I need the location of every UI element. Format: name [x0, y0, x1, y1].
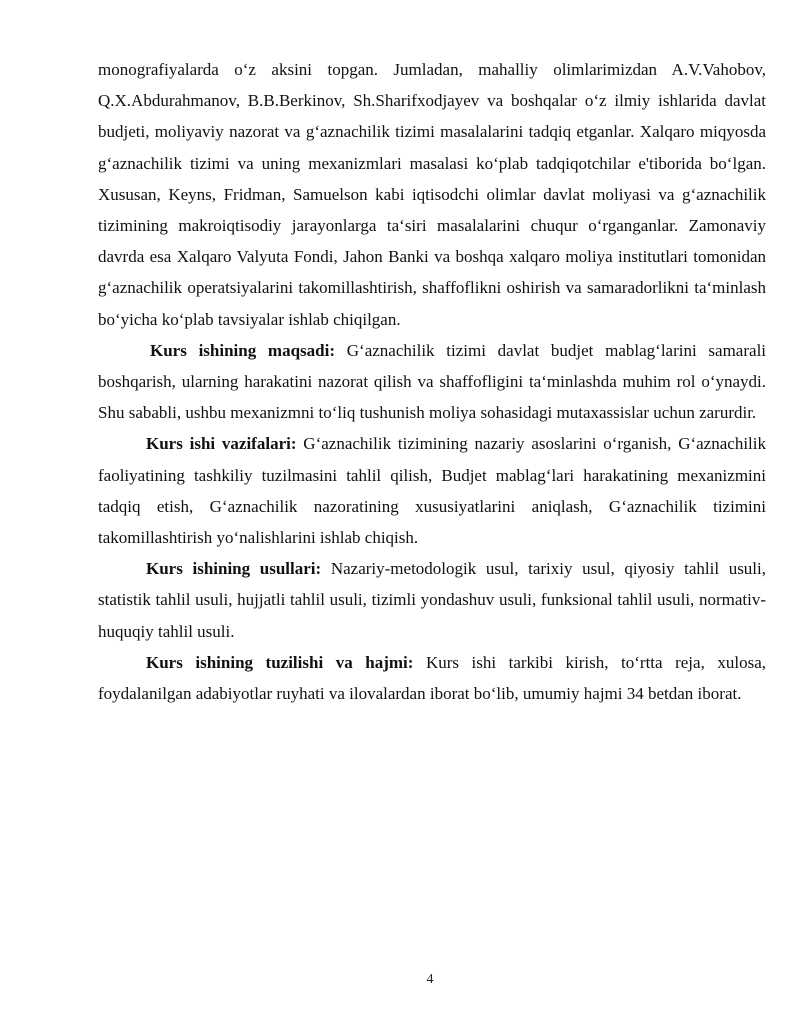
paragraph-text: Kurs ishi tarkibi kirish, to‘rtta reja, xulosa, foydalanilgan adabiyotlar ruyhati va ilovalardan iborat bo‘lib, umumiy hajmi 34 betdan iborat. [98, 652, 766, 704]
paragraph-heading: Kurs ishi vazifalari: [146, 434, 297, 454]
document-body [98, 54, 766, 709]
paragraph-heading: Kurs ishining usullari: [146, 559, 322, 579]
paragraph-course-tasks [98, 428, 766, 553]
paragraph-text: G‘aznachilik tizimining nazariy asoslarini o‘rganish, G‘aznachilik faoliyatining tashkiliy tuzilmasini tahlil qilish, Budjet mablag‘lari harakatining mexanizmini tadqiq etish, G‘aznachilik nazoratining xususiyatlarini aniqlash, G‘aznachilik tizimini takomillashtirish yo‘nalishlarini ishlab chiqish. [98, 434, 766, 548]
paragraph-course-structure [98, 647, 766, 709]
paragraph-literature-review [98, 54, 766, 335]
paragraph-text: Nazariy-metodologik usul, tarixiy usul, qiyosiy tahlil usuli, statistik tahlil usuli, hujjatli tahlil usuli, tizimli yondashuv usuli, funksional tahlil usuli, normativ-huquqiy tahlil usuli. [98, 559, 767, 641]
paragraph-heading: Kurs ishining maqsadi: [150, 340, 336, 360]
paragraph-text: G‘aznachilik tizimi davlat budjet mablag‘larini samarali boshqarish, ularning harakatini nazorat qilish va shaffofligini ta‘minlashda muhim rol o‘ynaydi. Shu sababli, ushbu mexanizmni to‘liq tushunish moliya sohasidagi mutaxassislar uchun zarurdir. [98, 340, 767, 423]
paragraph-heading: Kurs ishining tuzilishi va hajmi: [146, 652, 414, 672]
paragraph-text: monografiyalarda o‘z aksini topgan. Jumladan, mahalliy olimlarimizdan A.V.Vahobov, Q.X.Abdurahmanov, B.B.Berkinov, Sh.Sharifxodjayev va boshqalar o‘z ilmiy ishlarida davlat budjeti, moliyaviy nazorat va g‘aznachilik tizimi masalalarini tadqiq etganlar. Xalqaro miqyosda g‘aznachilik tizimi va uning mexanizmlari masalasi ko‘plab tadqiqotchilar e'tiborida bo‘lgan. Xususan, Keyns, Fridman, Samuelson kabi iqtisodchi olimlar davlat moliyasi va g‘aznachilik tizimining makroiqtisodiy jarayonlarga ta‘siri masalalarini chuqur o‘rganganlar. Zamonaviy davrda esa Xalqaro Valyuta Fondi, Jahon Banki va boshqa xalqaro moliya institutlari tomonidan g‘aznachilik operatsiyalarini takomillashtirish, shaffoflikni oshirish va samaradorlikni ta‘minlash bo‘yicha ko‘plab tavsiyalar ishlab chiqilgan. [98, 60, 766, 329]
page-number: 4 [426, 972, 434, 987]
paragraph-course-methods [98, 553, 766, 647]
paragraph-course-goal [98, 335, 766, 429]
